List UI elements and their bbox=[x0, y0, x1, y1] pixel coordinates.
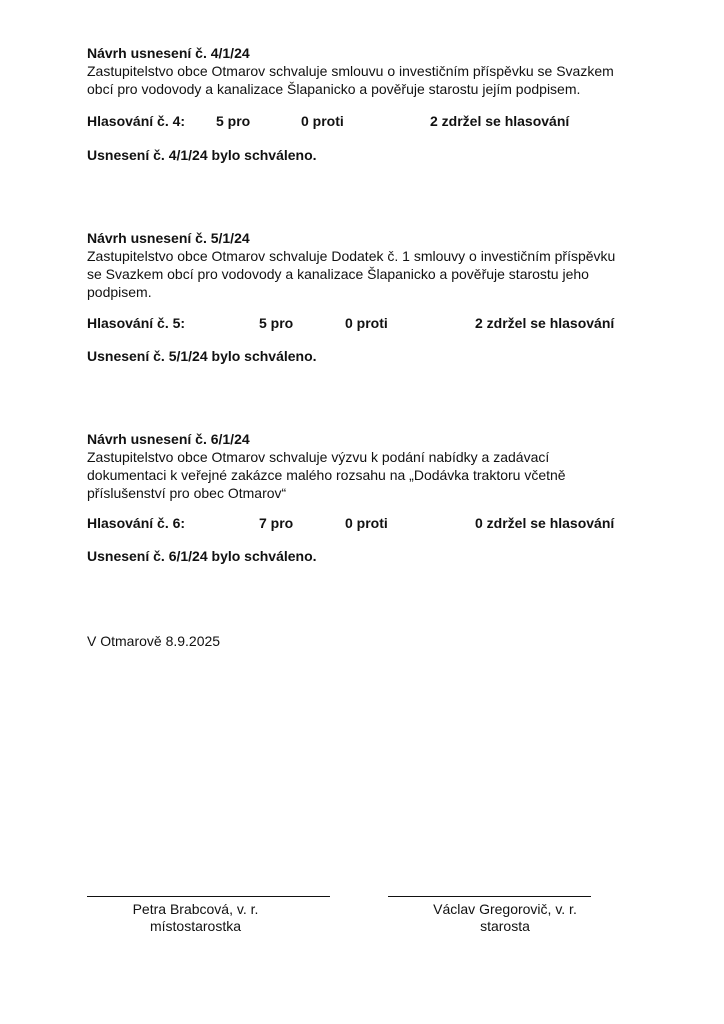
signatory-role: starosta bbox=[480, 918, 530, 934]
resolution-result: Usnesení č. 4/1/24 bylo schváleno. bbox=[87, 147, 317, 163]
signature-block-1 bbox=[87, 901, 304, 935]
vote-label: Hlasování č. 6: bbox=[87, 515, 186, 531]
vote-pro: 7 pro bbox=[259, 515, 294, 531]
resolution-text-line: obcí pro vodovody a kanalizace Šlapanicko a pověřuje starostu jejím podpisem. bbox=[87, 81, 581, 97]
vote-pro: 5 pro bbox=[216, 113, 251, 129]
vote-proti: 0 proti bbox=[345, 515, 388, 531]
resolution-text-line: podpisem. bbox=[87, 284, 152, 300]
resolution-text-line: se Svazkem obcí pro vodovody a kanalizace Šlapanicko a pověřuje starostu jeho bbox=[87, 266, 589, 282]
vote-row bbox=[87, 314, 687, 332]
vote-label: Hlasování č. 5: bbox=[87, 315, 186, 331]
resolution-text-line: Zastupitelstvo obce Otmarov schvaluje smlouvu o investičním příspěvku se Svazkem bbox=[87, 63, 614, 79]
resolution-result: Usnesení č. 5/1/24 bylo schváleno. bbox=[87, 348, 317, 364]
place-date: V Otmarově 8.9.2025 bbox=[87, 633, 221, 649]
vote-abstain: 0 zdržel se hlasování bbox=[475, 515, 615, 531]
signatory-name: Václav Gregorovič, v. r. bbox=[433, 901, 577, 917]
signature-block-2 bbox=[405, 901, 605, 935]
signature-line-1 bbox=[87, 896, 330, 897]
vote-abstain: 2 zdržel se hlasování bbox=[475, 315, 615, 331]
resolution-title: Návrh usnesení č. 4/1/24 bbox=[87, 45, 250, 61]
resolution-text-line: příslušenství pro obec Otmarov“ bbox=[87, 485, 287, 501]
vote-row bbox=[87, 514, 687, 532]
resolution-text-line: Zastupitelstvo obce Otmarov schvaluje výzvu k podání nabídky a zadávací bbox=[87, 449, 550, 465]
signature-line-2 bbox=[388, 896, 591, 897]
vote-row bbox=[87, 112, 687, 130]
signatory-name: Petra Brabcová, v. r. bbox=[132, 901, 259, 917]
vote-proti: 0 proti bbox=[345, 315, 388, 331]
resolution-title: Návrh usnesení č. 5/1/24 bbox=[87, 230, 250, 246]
resolution-result: Usnesení č. 6/1/24 bylo schváleno. bbox=[87, 548, 317, 564]
vote-proti: 0 proti bbox=[301, 113, 344, 129]
resolution-text-line: dokumentaci k veřejné zakázce malého rozsahu na „Dodávka traktoru včetně bbox=[87, 467, 566, 483]
vote-abstain: 2 zdržel se hlasování bbox=[430, 113, 570, 129]
vote-label: Hlasování č. 4: bbox=[87, 113, 186, 129]
resolution-text-line: Zastupitelstvo obce Otmarov schvaluje Dodatek č. 1 smlouvy o investičním příspěvku bbox=[87, 248, 616, 264]
vote-pro: 5 pro bbox=[259, 315, 294, 331]
signatory-role: místostarostka bbox=[149, 918, 242, 934]
resolution-title: Návrh usnesení č. 6/1/24 bbox=[87, 431, 250, 447]
